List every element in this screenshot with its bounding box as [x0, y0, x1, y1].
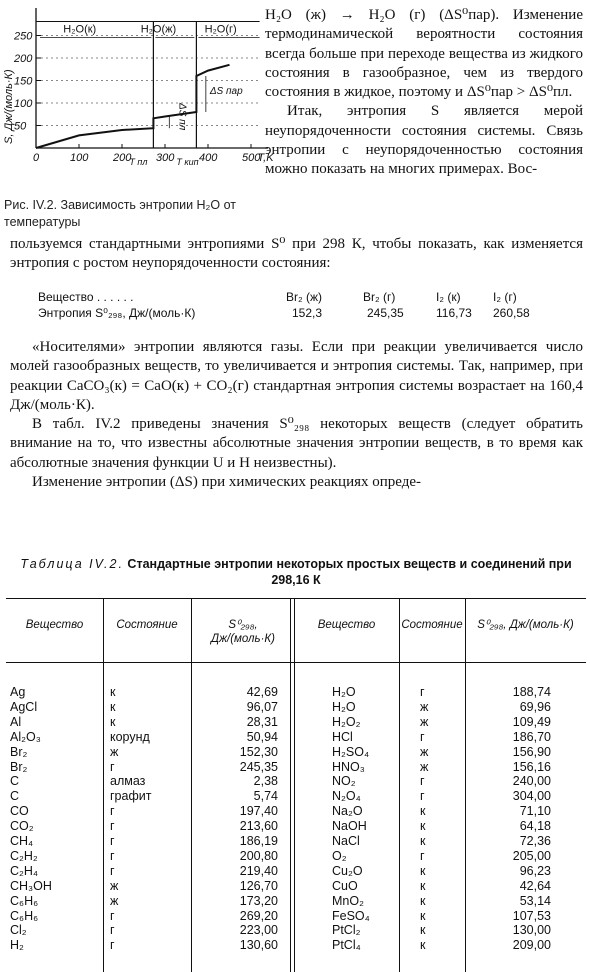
table-cell-state: ж — [110, 878, 119, 893]
header-state-left: Состояние — [116, 619, 178, 631]
table-cell-state: графит — [110, 789, 152, 804]
table-cell-entropy: 50,94 — [246, 729, 278, 744]
table-cell-entropy: 219,40 — [239, 863, 278, 878]
table-cell-substance: NaCl — [332, 834, 360, 848]
region-label-solid: H₂O(к) — [63, 23, 97, 36]
table-caption-text: Стандартные энтропии некоторых простых веществ и соединений при 298,16 К — [127, 557, 572, 587]
table-cell-substance: Cl₂ — [10, 923, 27, 938]
delta-s-vaporization-label: ΔS пар — [209, 86, 243, 97]
x-mark-tkip: T кип — [176, 157, 199, 167]
x-axis-label: T,K — [257, 152, 274, 164]
table-cell-substance: CH₄ — [10, 834, 34, 848]
table-cell-entropy: 42,69 — [246, 685, 278, 699]
y-tick-label: 250 — [14, 30, 33, 43]
table-cell-state: г — [420, 789, 425, 804]
header-substance-right: Вещество — [317, 619, 376, 631]
table-cell-substance: CO₂ — [10, 819, 34, 834]
y-tick-label: 150 — [14, 75, 33, 88]
table-cell-state: г — [110, 804, 115, 819]
x-tick-label: 0 — [33, 152, 40, 164]
entropy-plot — [0, 0, 274, 200]
table-cell-state: к — [420, 834, 426, 848]
table-cell-entropy: 188,74 — [512, 685, 551, 699]
table-cell-entropy: 28,31 — [246, 714, 278, 729]
header-entropy-right: S⁰₂₉₈, Дж/(моль·К) — [477, 619, 574, 631]
paragraph-3: В табл. IV.2 приведены значения S⁰₂₉₈ некоторых веществ (следует обратить внимание на то, что известны абсолютные значения энтропии веществ, в то время как абсолютные значения функции U и H неизвестны). — [10, 416, 583, 471]
table-cell-entropy: 107,53 — [512, 908, 551, 923]
small-table-cell: 245,35 — [367, 306, 404, 320]
table-cell-state: к — [110, 699, 116, 714]
small-table-cell: 152,3 — [292, 306, 323, 320]
table-cell-substance: N₂O₄ — [332, 789, 361, 804]
table-cell-state: к — [420, 819, 426, 834]
table-cell-state: ж — [110, 744, 119, 759]
table-cell-substance: H₂O — [332, 685, 356, 699]
table-cell-substance: H₂ — [10, 938, 24, 953]
right-column-text — [265, 6, 583, 180]
table-cell-substance: H₂O — [332, 699, 356, 714]
header-state-right: Состояние — [401, 619, 463, 631]
small-table-row-substance — [38, 289, 578, 305]
table-cell-substance: CH₃OH — [10, 878, 52, 893]
table-cell-entropy: 304,00 — [512, 789, 551, 804]
table-cell-entropy: 223,00 — [239, 923, 278, 938]
table-cell-substance: MnO₂ — [332, 893, 364, 908]
table-cell-state: ж — [420, 759, 429, 774]
table-cell-entropy: 245,35 — [239, 759, 278, 774]
table-cell-substance: Al — [10, 714, 22, 729]
table-cell-entropy: 240,00 — [512, 774, 551, 789]
table-cell-entropy: 173,20 — [239, 893, 278, 908]
small-table-cell: 260,58 — [493, 306, 530, 320]
table-cell-state: г — [420, 685, 425, 699]
table-cell-state: к — [420, 804, 426, 819]
small-table-label: Вещество . . . . . . — [38, 290, 134, 304]
table-cell-state: ж — [420, 699, 429, 714]
table-cell-substance: Br₂ — [10, 744, 28, 759]
table-cell-state: ж — [420, 714, 429, 729]
table-cell-state: г — [110, 848, 115, 863]
table-cell-state: к — [110, 714, 116, 729]
x-tick-label: 300 — [156, 152, 175, 164]
table-cell-state: к — [420, 938, 426, 953]
table-cell-entropy: 96,07 — [246, 699, 278, 714]
table-cell-entropy: 200,80 — [239, 848, 278, 863]
y-tick-label: 200 — [14, 53, 33, 65]
region-label-liquid: H₂O(ж) — [140, 23, 177, 36]
table-cell-entropy: 213,60 — [239, 819, 278, 834]
header-entropy-left: S⁰₂₉₈, Дж/(моль·К) — [210, 619, 276, 645]
table-cell-state: г — [420, 729, 425, 744]
table-cell-entropy: 53,14 — [519, 893, 551, 908]
table-cell-substance: C₆H₆ — [10, 893, 39, 908]
y-tick-label: 100 — [14, 98, 33, 110]
table-cell-entropy: 69,96 — [519, 699, 551, 714]
right-paragraph-2: Итак, энтропия S является мерой неупорядоченности состояния системы. Связь энтропии с неупорядоченностью состояния можно показать на многих примерах. Вос- — [265, 103, 583, 178]
table-cell-substance: H₂SO₄ — [332, 744, 370, 759]
table-cell-substance: C — [10, 789, 20, 804]
table-cell-substance: FeSO₄ — [332, 908, 370, 923]
table-cell-state: г — [420, 848, 425, 863]
figure-caption: Рис. IV.2. Зависимость энтропии H₂O от температуры — [4, 198, 237, 229]
table-cell-substance: C — [10, 774, 20, 789]
paragraph-4: Изменение энтропии (ΔS) при химических реакциях опреде- — [32, 474, 422, 491]
table-cell-substance: CuO — [332, 878, 358, 893]
table-cell-state: к — [420, 893, 426, 908]
x-mark-tpl: T пл — [129, 157, 148, 167]
table-cell-state: к — [420, 923, 426, 938]
table-cell-entropy: 71,10 — [519, 804, 551, 819]
table-cell-substance: Ag — [10, 685, 26, 699]
table-cell-state: к — [420, 908, 426, 923]
table-cell-substance: HNO₃ — [332, 759, 365, 774]
table-cell-substance: Na₂O — [332, 804, 363, 819]
table-cell-substance: NaOH — [332, 819, 367, 834]
table-cell-state: алмаз — [110, 774, 146, 789]
x-tick-label: 200 — [113, 152, 132, 164]
table-cell-entropy: 269,20 — [239, 908, 278, 923]
x-tick-label: 100 — [70, 152, 89, 164]
small-entropy-table — [38, 289, 578, 321]
small-table-cell: Br₂ (ж) — [286, 290, 323, 304]
x-tick-label: 400 — [199, 152, 218, 164]
table-cell-state: г — [110, 863, 115, 878]
table-cell-substance: C₆H₆ — [10, 908, 39, 923]
table-cell-substance: Al₂O₃ — [10, 729, 41, 744]
table-cell-substance: H₂O₂ — [332, 714, 361, 729]
table-cell-entropy: 156,90 — [512, 744, 551, 759]
y-tick-label: 50 — [14, 120, 27, 133]
table-cell-entropy: 186,19 — [239, 834, 278, 848]
region-label-gas: H₂O(г) — [204, 23, 237, 36]
table-cell-entropy: 96,23 — [519, 863, 551, 878]
table-cell-substance: PtCl₄ — [332, 938, 361, 953]
table-caption — [6, 556, 586, 588]
table-cell-state: г — [420, 774, 425, 789]
table-cell-substance: C₂H₂ — [10, 848, 38, 863]
table-cell-state: ж — [110, 893, 119, 908]
header-substance-left: Вещество — [25, 619, 84, 631]
table-caption-label: Таблица IV.2. — [20, 557, 124, 571]
table-cell-entropy: 64,18 — [519, 819, 551, 834]
table-cell-entropy: 209,00 — [512, 938, 551, 953]
table-cell-entropy: 152,30 — [239, 744, 278, 759]
small-table-cell: Br₂ (г) — [363, 290, 396, 304]
table-cell-state: г — [110, 834, 115, 848]
table-cell-entropy: 130,00 — [512, 923, 551, 938]
y-axis-label: S, Дж/(моль·К) — [3, 69, 15, 144]
table-cell-entropy: 197,40 — [239, 804, 278, 819]
delta-s-melting-label: ΔS пл — [176, 103, 188, 131]
right-paragraph-1: H₂O (ж) → H₂O (г) (ΔS⁰пар). Изменение термодинамической вероятности состояния всегда больше при переходе вещества из жидкого состояния в газообразное, чем из твердого состояния в жидкое, поэтому и ΔS⁰пар > ΔS⁰пл. — [265, 7, 583, 101]
table-cell-entropy: 130,60 — [239, 938, 278, 953]
x-tick-label: 500 — [242, 152, 261, 164]
table-cell-state: корунд — [110, 729, 150, 744]
table-cell-substance: AgCl — [10, 699, 38, 714]
entropy-curve — [36, 65, 230, 148]
table-cell-entropy: 42,64 — [519, 878, 551, 893]
table-cell-substance: O₂ — [332, 848, 347, 863]
table-cell-state: г — [110, 923, 115, 938]
entropy-table — [6, 598, 586, 972]
small-table-cell: I₂ (г) — [493, 290, 517, 304]
paragraph-1-tail — [10, 235, 583, 274]
table-cell-entropy: 126,70 — [239, 878, 278, 893]
table-cell-substance: PtCl₂ — [332, 923, 361, 938]
table-cell-state: г — [110, 908, 115, 923]
table-cell-state: г — [110, 759, 115, 774]
table-cell-entropy: 109,49 — [512, 714, 551, 729]
table-cell-entropy: 205,00 — [512, 848, 551, 863]
paragraph-1-tail-text: пользуемся стандартными энтропиями S⁰ при 298 К, чтобы показать, как изменяется энтропия с ростом неупорядоченности состояния: — [10, 236, 583, 272]
body-text — [10, 338, 583, 492]
table-cell-substance: Br₂ — [10, 759, 28, 774]
table-cell-substance: NO₂ — [332, 774, 356, 789]
table-cell-substance: CO — [10, 804, 29, 819]
table-cell-substance: Cu₂O — [332, 863, 363, 878]
small-table-cell: I₂ (к) — [436, 290, 461, 304]
table-cell-substance: C₂H₄ — [10, 863, 39, 878]
table-cell-state: к — [110, 685, 116, 699]
table-cell-state: к — [420, 878, 426, 893]
paragraph-2: «Носителями» энтропии являются газы. Если при реакции увеличивается число молей газообразных веществ, то увеличивается и энтропия системы. Так, например, при реакции CaCO₃(к) = CaO(к) + CO₂(г) стандартная энтропия системы возрастает на 160,4 Дж/(моль·К). — [10, 339, 583, 413]
table-cell-substance: HCl — [332, 729, 353, 744]
table-cell-state: г — [110, 938, 115, 953]
table-cell-state: г — [110, 819, 115, 834]
table-cell-state: к — [420, 863, 426, 878]
table-cell-entropy: 186,70 — [512, 729, 551, 744]
table-cell-entropy: 2,38 — [253, 774, 278, 789]
small-table-cell: 116,73 — [436, 306, 472, 320]
table-cell-entropy: 5,74 — [253, 789, 278, 804]
table-cell-entropy: 72,36 — [519, 834, 551, 848]
small-table-label: Энтропия S⁰₂₉₈, Дж/(моль·К) — [38, 306, 196, 320]
small-table-row-entropy — [38, 305, 578, 321]
table-cell-state: ж — [420, 744, 429, 759]
table-cell-entropy: 156,16 — [512, 759, 551, 774]
